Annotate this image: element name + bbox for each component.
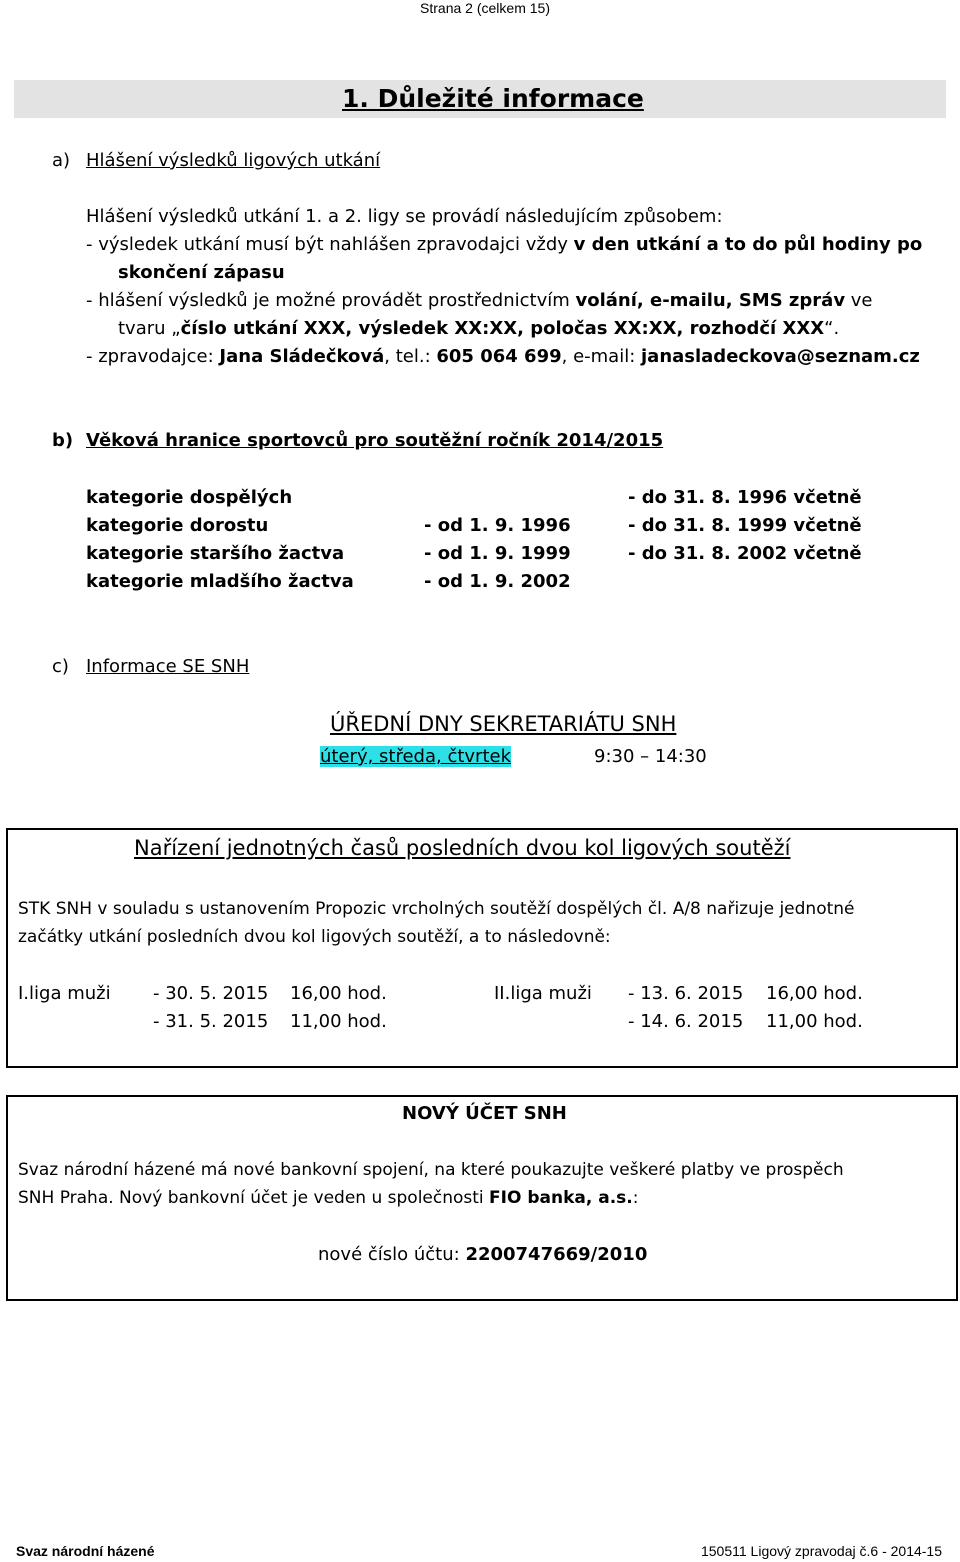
section-b-heading: Věková hranice sportovců pro soutěžní ročník 2014/2015 [86, 430, 664, 451]
age-row-category: kategorie staršího žactva [86, 543, 345, 564]
notice-box-account [6, 1095, 958, 1301]
age-row-to: - do 31. 8. 1996 včetně [628, 487, 862, 508]
account-notice-line: Svaz národní házené má nové bankovní spojení, na které poukazujte veškeré platby ve prospěch [18, 1160, 844, 1180]
footer-left: Svaz národní házené [16, 1543, 155, 1559]
account-notice-title: NOVÝ ÚČET SNH [402, 1103, 567, 1124]
section-c-label: c) [52, 656, 69, 677]
age-row-from: - od 1. 9. 1996 [424, 515, 571, 536]
section-a-bullet-1-cont: skončení zápasu [118, 262, 285, 283]
notice-title: Nařízení jednotných časů posledních dvou kol ligových soutěží [134, 836, 791, 860]
office-hours: 9:30 – 14:30 [594, 746, 707, 767]
section-a-bullet-2-cont: tvaru „číslo utkání XXX, výsledek XX:XX, poločas XX:XX, rozhodčí XXX“. [118, 318, 840, 339]
age-row-category: kategorie dorostu [86, 515, 269, 536]
league-time: 16,00 hod. [766, 983, 863, 1004]
age-row-to: - do 31. 8. 2002 včetně [628, 543, 862, 564]
account-number-line: nové číslo účtu: 2200747669/2010 [318, 1244, 648, 1265]
notice-box-schedule [6, 828, 958, 1068]
section-a-intro: Hlášení výsledků utkání 1. a 2. ligy se provádí následujícím způsobem: [86, 206, 723, 227]
age-row-category: kategorie mladšího žactva [86, 571, 354, 592]
section-a-bullet-1: - výsledek utkání musí být nahlášen zpravodajci vždy v den utkání a to do půl hodiny po [86, 234, 923, 255]
section-a-bullet-2: - hlášení výsledků je možné provádět prostřednictvím volání, e-mailu, SMS zpráv ve [86, 290, 873, 311]
league-date: - 14. 6. 2015 [628, 1011, 744, 1032]
age-row-from: - od 1. 9. 1999 [424, 543, 571, 564]
league-name: I.liga muži [18, 983, 111, 1004]
account-notice-line: SNH Praha. Nový bankovní účet je veden u společnosti FIO banka, a.s.: [18, 1188, 639, 1208]
footer-right: 150511 Ligový zpravodaj č.6 - 2014-15 [700, 1543, 942, 1559]
section-a-label: a) [52, 150, 71, 171]
contact-email: janasladeckova@seznam.cz [641, 346, 920, 367]
league-time: 11,00 hod. [290, 1011, 387, 1032]
section-a-bullet-3: - zpravodajce: Jana Sládečková, tel.: 605 064 699, e-mail: janasladeckova@seznam.cz [86, 346, 920, 367]
notice-text-line: STK SNH v souladu s ustanovením Propozic vrcholných soutěží dospělých čl. A/8 nařizuje jednotné [18, 899, 855, 919]
league-date: - 31. 5. 2015 [153, 1011, 269, 1032]
age-row-to: - do 31. 8. 1999 včetně [628, 515, 862, 536]
office-days: úterý, středa, čtvrtek [320, 746, 512, 767]
office-days-title: ÚŘEDNÍ DNY SEKRETARIÁTU SNH [330, 712, 677, 736]
page-number: Strana 2 (celkem 15) [420, 0, 550, 16]
age-row-from: - od 1. 9. 2002 [424, 571, 571, 592]
league-time: 11,00 hod. [766, 1011, 863, 1032]
section-b-label: b) [52, 430, 74, 451]
account-number: 2200747669/2010 [465, 1244, 648, 1265]
league-date: - 30. 5. 2015 [153, 983, 269, 1004]
section-a-heading: Hlášení výsledků ligových utkání [86, 150, 381, 171]
age-row-category: kategorie dospělých [86, 487, 293, 508]
title-bar [14, 80, 946, 118]
league-time: 16,00 hod. [290, 983, 387, 1004]
notice-text-line: začátky utkání posledních dvou kol ligových soutěží, a to následovně: [18, 927, 611, 947]
league-name: II.liga muži [494, 983, 592, 1004]
league-date: - 13. 6. 2015 [628, 983, 744, 1004]
section-c-heading: Informace SE SNH [86, 656, 250, 677]
page-title: 1. Důležité informace [342, 84, 644, 113]
